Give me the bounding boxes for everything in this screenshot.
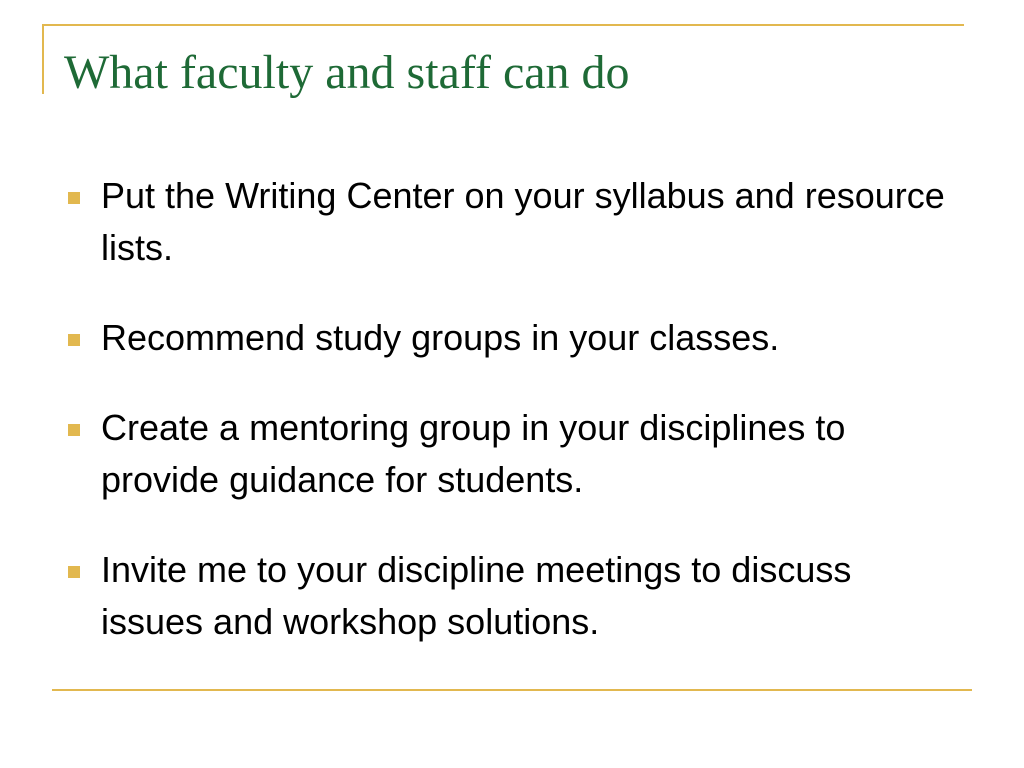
bullet-text: Invite me to your discipline meetings to discuss issues and workshop solutions. xyxy=(101,549,852,642)
frame-top-rule xyxy=(42,24,964,26)
bullet-text: Create a mentoring group in your disciplines to provide guidance for students. xyxy=(101,407,846,500)
frame-bottom-rule xyxy=(52,689,972,691)
bullet-text: Put the Writing Center on your syllabus and resource lists. xyxy=(101,175,945,268)
frame-left-rule xyxy=(42,24,44,94)
bullet-list xyxy=(58,170,958,648)
square-bullet-icon xyxy=(68,334,80,346)
bullet-item xyxy=(58,312,961,364)
square-bullet-icon xyxy=(68,424,80,436)
bullet-text: Recommend study groups in your classes. xyxy=(101,317,780,358)
bullet-item xyxy=(58,170,961,274)
square-bullet-icon xyxy=(68,566,80,578)
square-bullet-icon xyxy=(68,192,80,204)
slide-title: What faculty and staff can do xyxy=(64,46,630,99)
bullet-item xyxy=(58,402,961,506)
bullet-item xyxy=(58,544,961,648)
